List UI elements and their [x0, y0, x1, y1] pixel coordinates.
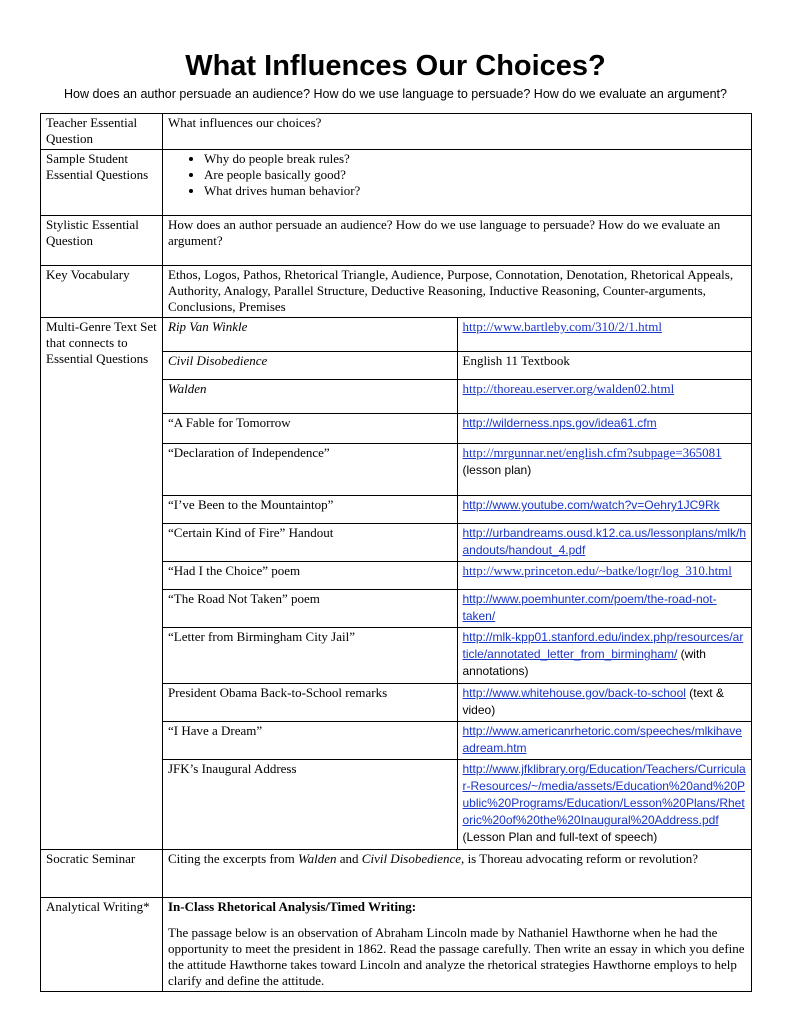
- page-subtitle: How does an author persuade an audience? How do we use language to persuade? How do we evaluate an argument?: [64, 87, 727, 101]
- text-link[interactable]: http://www.jfklibrary.org/Education/Teachers/Curricular-Resources/~/media/assets/Education%20and%20Public%20Programs/Education/Lesson%20Plans/Rhetoric%20of%20the%20Inaugural%20Address.pdf: [462, 762, 746, 827]
- text-link[interactable]: http://thoreau.eserver.org/walden02.html: [462, 381, 675, 396]
- text-title: “Had I the Choice” poem: [163, 562, 458, 590]
- row-value: Citing the excerpts from Walden and Civil Disobedience, is Thoreau advocating reform or revolution?: [163, 850, 752, 898]
- text-link-cell: [457, 496, 752, 524]
- text-link[interactable]: http://www.poemhunter.com/poem/the-road-not-taken/: [462, 592, 717, 623]
- curriculum-table: [40, 113, 752, 992]
- text-title: “Declaration of Independence”: [163, 444, 458, 496]
- text-link[interactable]: http://mrgunnar.net/english.cfm?subpage=365081: [462, 445, 722, 460]
- text-link-cell: [457, 524, 752, 562]
- text-title: “The Road Not Taken” poem: [163, 590, 458, 628]
- bullet-list: [168, 151, 746, 199]
- row-label: Key Vocabulary: [41, 266, 163, 318]
- link-note: (lesson plan): [462, 463, 532, 477]
- row-label: Analytical Writing*: [41, 898, 163, 992]
- text-title: “I Have a Dream”: [163, 722, 458, 760]
- text-link-cell: [457, 414, 752, 444]
- text-link-cell: [457, 722, 752, 760]
- page-title: What Influences Our Choices?: [185, 50, 606, 82]
- text-link-cell: [457, 628, 752, 684]
- text-link[interactable]: http://www.youtube.com/watch?v=Oehry1JC9Rk: [462, 498, 720, 512]
- text-link[interactable]: http://urbandreams.ousd.k12.ca.us/lessonplans/mlk/handouts/handout_4.pdf: [462, 526, 746, 557]
- table-row: [41, 266, 752, 318]
- text-link[interactable]: http://www.bartleby.com/310/2/1.html: [462, 319, 662, 334]
- text-source: English 11 Textbook: [457, 352, 752, 380]
- row-label: Socratic Seminar: [41, 850, 163, 898]
- list-item: • What drives human behavior?: [204, 183, 746, 199]
- link-note: (Lesson Plan and full-text of speech): [462, 830, 658, 844]
- text-link[interactable]: http://mlk-kpp01.stanford.edu/index.php/resources/article/annotated_letter_from_birmingham/: [462, 630, 744, 661]
- text-link-cell: [457, 590, 752, 628]
- text-title: President Obama Back-to-School remarks: [163, 684, 458, 722]
- table-row: [41, 114, 752, 150]
- text-link[interactable]: http://www.americanrhetoric.com/speeches/mlkihaveadream.htm: [462, 724, 742, 755]
- row-value: How does an author persuade an audience? How do we use language to persuade? How do we evaluate an argument?: [163, 216, 752, 266]
- text-link[interactable]: http://wilderness.nps.gov/idea61.cfm: [462, 416, 657, 430]
- text-title: Rip Van Winkle: [163, 318, 458, 352]
- row-value: Ethos, Logos, Pathos, Rhetorical Triangle, Audience, Purpose, Connotation, Denotation, Rhetorical Appeals, Authority, Analogy, Parallel Structure, Deductive Reasoning, Inductive Reasoning, Counter-arguments, Conclusions, Premises: [163, 266, 752, 318]
- text-title: “Certain Kind of Fire” Handout: [163, 524, 458, 562]
- text-link[interactable]: http://www.princeton.edu/~batke/logr/log_310.html: [462, 563, 732, 578]
- text-link[interactable]: http://www.whitehouse.gov/back-to-school: [462, 686, 686, 700]
- table-row: [41, 216, 752, 266]
- row-label: Sample Student Essential Questions: [41, 150, 163, 216]
- text-link-cell: [457, 684, 752, 722]
- list-item: • Are people basically good?: [204, 167, 746, 183]
- text-title: “I’ve Been to the Mountaintop”: [163, 496, 458, 524]
- text-title: Walden: [163, 380, 458, 414]
- row-label: Multi-Genre Text Set that connects to Essential Questions: [41, 318, 163, 850]
- table-row: [41, 150, 752, 216]
- row-label: Stylistic Essential Question: [41, 216, 163, 266]
- text-title: “A Fable for Tomorrow: [163, 414, 458, 444]
- section-heading: In-Class Rhetorical Analysis/Timed Writing:: [168, 899, 417, 914]
- row-label: Teacher Essential Question: [41, 114, 163, 150]
- row-value: [163, 150, 752, 216]
- table-row: [41, 898, 752, 992]
- text-link-cell: [457, 760, 752, 850]
- text-link-cell: [457, 380, 752, 414]
- text-link-cell: [457, 444, 752, 496]
- link-note: (text & video): [462, 686, 724, 717]
- row-value: [163, 898, 752, 992]
- text-link-cell: [457, 562, 752, 590]
- table-row: [41, 318, 752, 352]
- passage-prompt: The passage below is an observation of Abraham Lincoln made by Nathaniel Hawthorne when he had the opportunity to meet the president in 1862. Read the passage carefully. Then write an essay in which you define the attitude Hawthorne takes toward Lincoln and analyze the rhetorical strategies Hawthorne employs to help clarify and define the attitude.: [168, 925, 745, 988]
- table-row: [41, 850, 752, 898]
- list-item: • Why do people break rules?: [204, 151, 746, 167]
- row-value: What influences our choices?: [163, 114, 752, 150]
- text-title: JFK’s Inaugural Address: [163, 760, 458, 850]
- link-note: (with annotations): [462, 647, 706, 678]
- text-link-cell: [457, 318, 752, 352]
- text-title: “Letter from Birmingham City Jail”: [163, 628, 458, 684]
- text-title: Civil Disobedience: [163, 352, 458, 380]
